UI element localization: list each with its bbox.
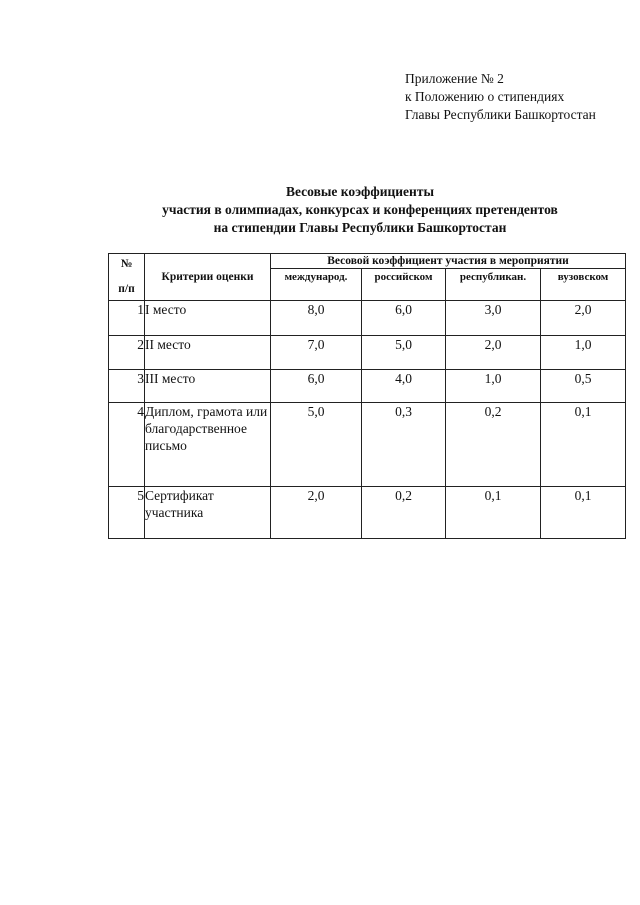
table-row (109, 403, 626, 487)
table-row (109, 487, 626, 539)
value-republican: 2,0 (446, 336, 541, 370)
value-republican: 3,0 (446, 301, 541, 336)
title-line-1: Весовые коэффициенты (286, 184, 434, 199)
appendix-line-3: Главы Республики Башкортостан (405, 107, 596, 122)
value-international: 8,0 (271, 301, 362, 336)
row-number: 2 (109, 336, 145, 370)
appendix-line-1: Приложение № 2 (405, 71, 504, 86)
value-russian: 0,2 (362, 487, 446, 539)
value-university: 0,5 (541, 370, 626, 403)
value-russian: 4,0 (362, 370, 446, 403)
value-international: 6,0 (271, 370, 362, 403)
header-col-russian: российском (362, 269, 446, 301)
value-republican: 0,1 (446, 487, 541, 539)
table-header-row (109, 254, 626, 269)
row-criteria: II место (145, 336, 271, 370)
value-university: 0,1 (541, 403, 626, 487)
document-title (100, 183, 620, 237)
value-international: 2,0 (271, 487, 362, 539)
table-row (109, 336, 626, 370)
row-criteria: I место (145, 301, 271, 336)
title-line-3: на стипендии Главы Республики Башкортостан (213, 220, 507, 235)
value-republican: 0,2 (446, 403, 541, 487)
table-row (109, 370, 626, 403)
value-russian: 6,0 (362, 301, 446, 336)
row-number: 4 (109, 403, 145, 487)
row-criteria: Сертификат участника (145, 487, 271, 539)
value-university: 0,1 (541, 487, 626, 539)
value-international: 7,0 (271, 336, 362, 370)
header-criteria: Критерии оценки (145, 254, 271, 301)
value-university: 1,0 (541, 336, 626, 370)
value-republican: 1,0 (446, 370, 541, 403)
value-international: 5,0 (271, 403, 362, 487)
row-number: 1 (109, 301, 145, 336)
header-number (109, 254, 145, 301)
row-criteria: III место (145, 370, 271, 403)
header-col-republican: республикан. (446, 269, 541, 301)
value-russian: 0,3 (362, 403, 446, 487)
coefficients-table (108, 253, 626, 539)
appendix-reference (405, 70, 596, 124)
value-russian: 5,0 (362, 336, 446, 370)
row-number: 3 (109, 370, 145, 403)
row-number: 5 (109, 487, 145, 539)
value-university: 2,0 (541, 301, 626, 336)
appendix-line-2: к Положению о стипендиях (405, 89, 565, 104)
row-criteria: Диплом, грамота или благодарственное письмо (145, 403, 271, 487)
header-number-symbol: № (120, 258, 133, 270)
header-coefficient-group: Весовой коэффициент участия в мероприятии (271, 254, 626, 269)
title-line-2: участия в олимпиадах, конкурсах и конференциях претендентов (162, 202, 558, 217)
header-number-abbr: п/п (118, 283, 135, 295)
header-col-international: международ. (271, 269, 362, 301)
header-col-university: вузовском (541, 269, 626, 301)
table-row (109, 301, 626, 336)
